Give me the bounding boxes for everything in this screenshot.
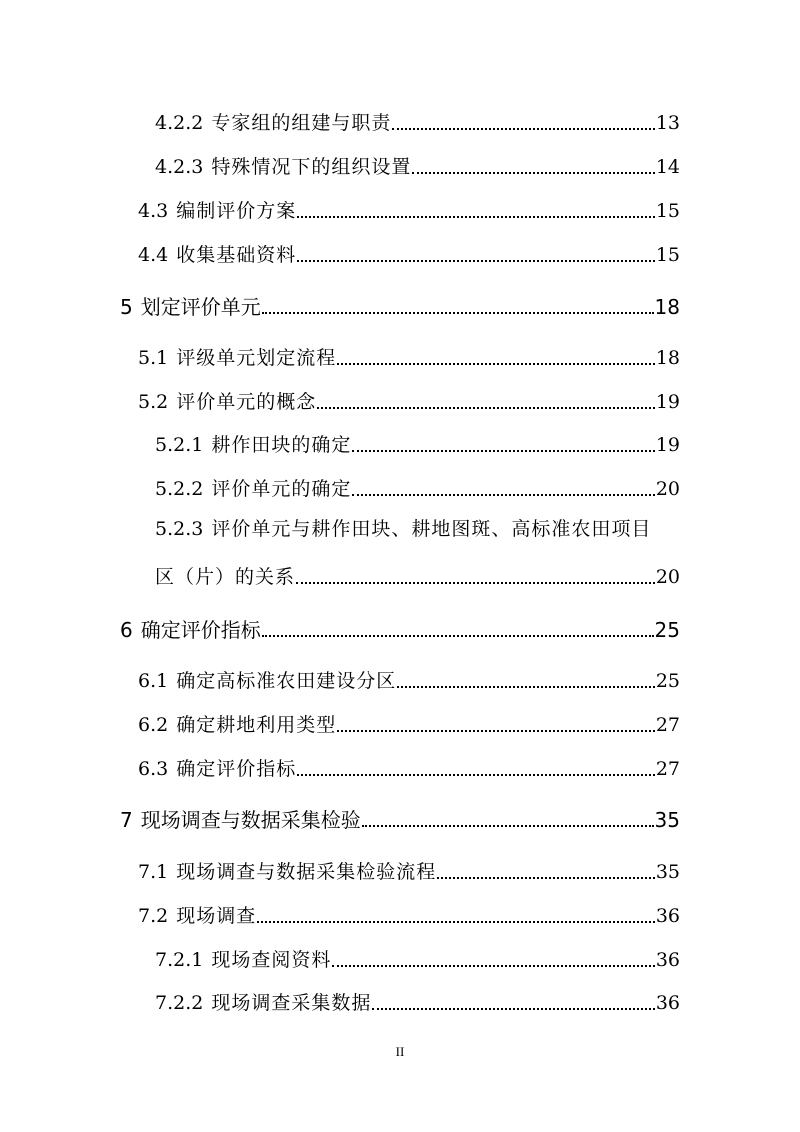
toc-page-number: 27	[655, 758, 680, 780]
toc-leader	[262, 311, 654, 314]
toc-title: 确定评价指标	[176, 758, 297, 780]
toc-title: 评价单元与耕作田块、耕地图斑、高标准农田项目	[211, 518, 652, 540]
toc-entry[interactable]	[138, 750, 680, 780]
toc-leader	[257, 920, 655, 923]
toc-leader	[317, 406, 655, 409]
toc-page-number: 18	[655, 347, 680, 369]
toc-number: 7.2	[138, 905, 169, 927]
toc-number: 7	[120, 808, 133, 832]
toc-number: 5	[120, 295, 133, 319]
toc-number: 5.2	[138, 391, 169, 413]
toc-entry[interactable]	[138, 383, 680, 413]
toc-leader	[296, 581, 655, 584]
toc-chapter-entry[interactable]	[120, 801, 680, 831]
toc-leader	[392, 127, 654, 130]
toc-leader	[297, 215, 655, 218]
toc-title: 特殊情况下的组织设置	[211, 156, 412, 178]
toc-title: 现场查阅资料	[211, 949, 332, 971]
toc-chapter-entry[interactable]	[120, 288, 680, 318]
toc-title: 确定高标准农田建设分区	[176, 670, 397, 692]
toc-number: 6.2	[138, 714, 169, 736]
toc-page-number: 36	[655, 949, 680, 971]
toc-leader	[437, 876, 655, 879]
toc-title: 现场调查采集数据	[211, 992, 372, 1014]
toc-leader	[352, 449, 654, 452]
page-footer-number: II	[395, 1044, 405, 1059]
toc-entry[interactable]	[155, 148, 680, 178]
toc-page-number: 25	[655, 670, 680, 692]
toc-page-number: 14	[655, 156, 680, 178]
toc-leader	[297, 259, 655, 262]
toc-title: 耕作田块的确定	[211, 434, 352, 456]
toc-title: 划定评价单元	[140, 295, 261, 319]
toc-number: 6	[120, 618, 133, 642]
toc-title: 评价单元的确定	[211, 478, 352, 500]
toc-title: 评级单元划定流程	[176, 347, 337, 369]
toc-title: 确定耕地利用类型	[176, 714, 337, 736]
toc-number: 4.2.3	[155, 156, 204, 178]
toc-title: 专家组的组建与职责	[211, 112, 392, 134]
toc-leader	[362, 824, 654, 827]
toc-number: 5.2.3	[155, 518, 204, 540]
toc-number: 5.1	[138, 347, 169, 369]
toc-entry[interactable]	[155, 104, 680, 134]
toc-leader	[372, 1007, 654, 1010]
toc-number: 5.2.1	[155, 434, 204, 456]
toc-entry[interactable]	[138, 662, 680, 692]
toc-title: 现场调查	[176, 905, 257, 927]
toc-entry[interactable]	[155, 941, 680, 971]
toc-entry[interactable]	[138, 897, 680, 927]
toc-number: 7.2.2	[155, 992, 204, 1014]
toc-page-number: 15	[655, 244, 680, 266]
toc-page-number: 13	[655, 112, 680, 134]
toc-entry[interactable]	[138, 706, 680, 736]
toc-title: 评价单元的概念	[176, 391, 317, 413]
toc-page-number: 36	[655, 992, 680, 1014]
toc-entry[interactable]	[155, 984, 680, 1014]
toc-entry[interactable]	[155, 426, 680, 456]
toc-title: 现场调查与数据采集检验流程	[176, 861, 437, 883]
toc-leader	[297, 773, 655, 776]
toc-page-number: 18	[654, 295, 680, 319]
toc-title: 收集基础资料	[176, 244, 297, 266]
toc-entry-first-line[interactable]	[155, 514, 651, 541]
toc-page-number: 20	[655, 566, 680, 588]
toc-title: 现场调查与数据采集检验	[140, 808, 361, 832]
toc-title: 确定评价指标	[140, 618, 261, 642]
toc-leader	[352, 493, 654, 496]
toc-page-number: 19	[655, 391, 680, 413]
toc-leader	[337, 729, 655, 732]
toc-title: 编制评价方案	[176, 200, 297, 222]
toc-number: 6.1	[138, 670, 169, 692]
toc-page-number: 27	[655, 714, 680, 736]
toc-page-number: 36	[655, 905, 680, 927]
toc-number: 4.3	[138, 200, 169, 222]
toc-page-number: 19	[655, 434, 680, 456]
toc-leader	[412, 171, 654, 174]
toc-entry[interactable]	[138, 192, 680, 222]
toc-number: 6.3	[138, 758, 169, 780]
toc-leader	[397, 685, 655, 688]
toc-page-number: 20	[655, 478, 680, 500]
toc-entry-continuation[interactable]	[155, 558, 680, 588]
toc-leader	[337, 362, 655, 365]
toc-entry[interactable]	[138, 339, 680, 369]
toc-page-number: 25	[654, 618, 680, 642]
toc-entry[interactable]	[155, 470, 680, 500]
toc-entry[interactable]	[138, 236, 680, 266]
toc-entry[interactable]	[138, 853, 680, 883]
toc-number: 7.1	[138, 861, 169, 883]
toc-chapter-entry[interactable]	[120, 611, 680, 641]
toc-number: 7.2.1	[155, 949, 204, 971]
toc-number: 4.2.2	[155, 112, 204, 134]
toc-page-number: 35	[655, 861, 680, 883]
toc-leader	[332, 964, 654, 967]
toc-title-continuation: 区（片）的关系	[155, 566, 296, 588]
toc-number: 5.2.2	[155, 478, 204, 500]
toc-page-number: 35	[654, 808, 680, 832]
toc-page-number: 15	[655, 200, 680, 222]
toc-number: 4.4	[138, 244, 169, 266]
toc-leader	[262, 634, 654, 637]
